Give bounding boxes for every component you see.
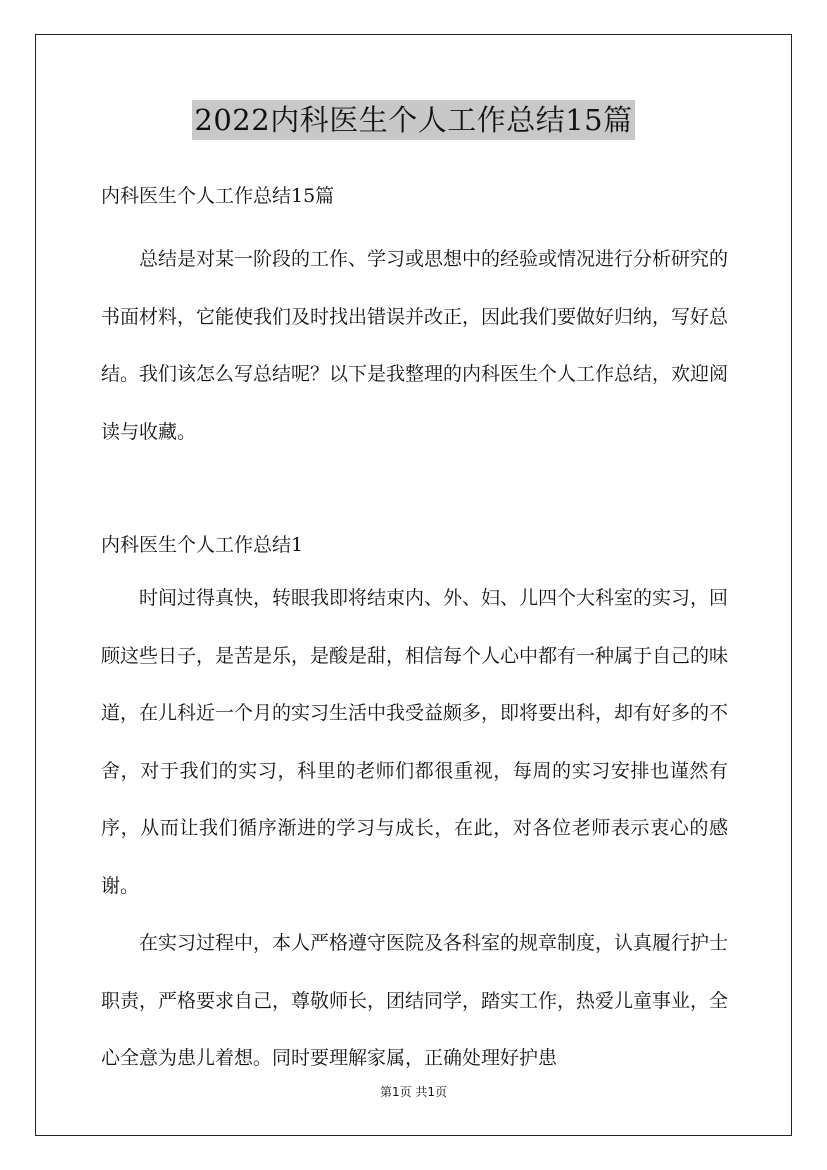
spacer bbox=[101, 214, 728, 231]
document-title: 2022内科医生个人工作总结15篇 bbox=[192, 100, 634, 140]
intro-paragraph: 总结是对某一阶段的工作、学习或思想中的经验或情况进行分析研究的书面材料，它能使我们及时找出错误并改正，因此我们要做好归纳，写好总结。我们该怎么写总结呢？以下是我整理的内科医生个人工作总结，欢迎阅读与收藏。 bbox=[101, 248, 729, 443]
document-subtitle: 内科医生个人工作总结15篇 bbox=[101, 185, 335, 207]
section-heading: 内科医生个人工作总结1 bbox=[101, 534, 304, 556]
document-body bbox=[101, 178, 728, 1088]
spacer bbox=[101, 563, 728, 570]
page-number: 第1页 共1页 bbox=[379, 1085, 448, 1099]
body-paragraph-2: 在实习过程中，本人严格遵守医院及各科室的规章制度，认真履行护士职责，严格要求自己，尊敬师长，团结同学，踏实工作，热爱儿童事业，全心全意为患儿着想。同时要理解家属，正确处理好护患 bbox=[101, 932, 729, 1069]
title-container bbox=[0, 100, 827, 140]
body-paragraph-1: 时间过得真快，转眼我即将结束内、外、妇、儿四个大科室的实习，回顾这些日子，是苦是乐，是酸是甜，相信每个人心中都有一种属于自己的味道，在儿科近一个月的实习生活中我受益颇多，即将要出科，却有好多的不舍，对于我们的实习，科里的老师们都很重视，每周的实习安排也谨然有序，从而让我们循序渐进的学习与成长，在此，对各位老师表示衷心的感谢。 bbox=[101, 587, 729, 897]
spacer bbox=[101, 461, 728, 527]
